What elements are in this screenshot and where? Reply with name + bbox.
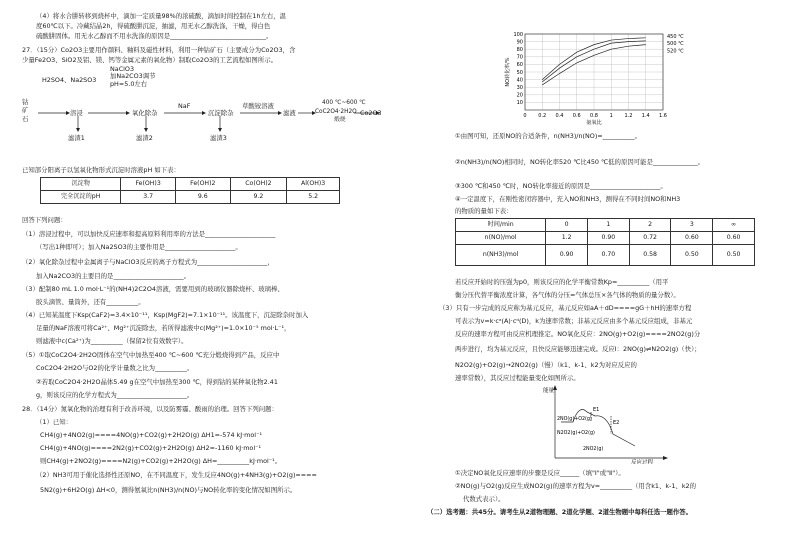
flow-reagent-4: 草酸铵溶液 [242, 102, 274, 110]
right-line: 可表示为v=k·cᵃ(A)·cᵈ(D)，k为速率常数；非基元反应由多个基元反应组成，非基元 [455, 317, 693, 325]
x-tick-label: 1 [609, 113, 613, 119]
right-line: （3）只有一步完成的反应称为基元反应，基元反应如aA＋dD====gG＋hH的速率方程 [439, 304, 692, 312]
flow-step-4: 滤液 [283, 109, 296, 117]
y-tick-label: 30 [516, 85, 523, 91]
right-line: ①由图可知，还原NO的合适条件，n(NH3)/n(NO)=__________。 [455, 132, 642, 140]
y-tick-label: 10 [516, 100, 523, 107]
table-cell: 完全沉淀的pH [41, 191, 121, 204]
flow-start-text: 钴矿石 [22, 98, 29, 123]
table2-cell: 0.50 [671, 245, 713, 266]
energy-state-1: 2NO(g)+O2(g) [557, 417, 592, 422]
series-label: 500 ℃ [667, 40, 684, 47]
process-flow-diagram [22, 65, 387, 160]
right-line: ③300 ℃和450 ℃时，NO转化率接近的原因是______________________。 [455, 182, 667, 190]
flow-product-1: CoC2O4·2H2O [315, 109, 357, 115]
x-tick-label: 1.4 [641, 113, 650, 119]
energy-state-3: 2NO2(g) [583, 447, 604, 452]
flow-step-3: 沉淀除杂 [208, 109, 234, 117]
q27-line: 则滤液中c(Ca²⁺)为__________（保留2位有效数字）。 [36, 337, 188, 345]
q28-line: （1）已知： [36, 418, 73, 426]
q27-line-2: 少量Fe2O3、SiO2及铝、镁、钙等金属元素的氧化物）制取Co2O3的工艺流程如图所示。 [22, 56, 277, 64]
series-label: 450 ℃ [667, 33, 684, 40]
energy-e2: E2 [613, 420, 620, 426]
q28-line: （2）NH3可用于催化选择性还原NO，在不同温度下，发生反应4NO(g)+4NH3(g)+O2(g)==== [36, 471, 317, 479]
table-header: Al(OH)3 [287, 178, 340, 191]
table2-cell: 0.58 [629, 245, 671, 266]
table2-header: 1 [587, 219, 629, 232]
table-cell: 3.7 [121, 191, 176, 204]
table2-header: ∞ [713, 219, 755, 232]
table2-cell: 0.50 [713, 245, 755, 266]
right-line: 衡分压代替平衡浓度计算，各气体的分压=气体总压×各气体的物质的量分数）。 [455, 291, 680, 299]
table2-cell: 0.60 [713, 232, 755, 245]
q27-line: 足量的NaF溶液可将Ca²⁺、Mg²⁺沉淀除去，若所得滤液中c(Mg²⁺)=1.0×10⁻⁵ mol·L⁻¹， [36, 324, 291, 332]
flow-reagent-3: NaF [178, 102, 191, 110]
q27-line: 加入Na2CO3的主要目的是______________________。 [36, 272, 191, 280]
q27-line: （2）氧化除杂过程中金属离子与NaClO3反应的离子方程式为______________________， [22, 258, 274, 266]
y-tick-label: 100 [513, 31, 523, 38]
energy-xlabel: 反应过程 [631, 460, 654, 464]
table2-header: 3 [671, 219, 713, 232]
x-tick-label: 0.6 [572, 113, 581, 119]
right-line: 的物质的量如下表： [455, 207, 513, 215]
x-axis-label: 氨氧比 [586, 120, 602, 125]
q28-line: 28．（14分）氮氧化物的治理有利于改善环境，以及防雾霾、酸雨的治理。回答下列问题： [22, 405, 278, 413]
energy-svg [543, 384, 673, 464]
y-axis-label: NO转化率/% [505, 57, 511, 87]
y-tick-label: 80 [516, 47, 523, 53]
q27-line-1: 27．（15分）Co2O3主要用作颜料、釉料及磁性材料，利用一种钴矿石（主要成分为Co2O3，含 [22, 46, 296, 54]
table-cell: 9.6 [175, 191, 230, 204]
section-heading: （二）选考题：共45分。请考生从2道物理题、2道化学题、2道生物题中每科任选一题作答。 [427, 508, 693, 516]
table-cell: 5.2 [287, 191, 340, 204]
chart-svg [503, 30, 703, 125]
right-line: 速率常数），其反应过程能量变化如图所示。 [455, 374, 580, 382]
right-line: ②n(NH3)/n(NO)相同时，NO转化率520 ℃比450 ℃低的原因可能是______________。 [455, 158, 705, 166]
q26-4-line-1: （4）将水合肼转移到烧杯中，滴加一定质量98%的浓硫酸，滴加时间控制在1h左右，温 [36, 12, 287, 20]
x-tick-label: 1.6 [659, 113, 667, 119]
q28-line: CH4(g)+4NO(g)====2N2(g)+CO2(g)+2H2O(g) ΔH2=-1160 kJ·mol⁻¹ [40, 444, 262, 452]
table2-header: 0 [546, 219, 588, 232]
right-line: 两步进行，均为基元反应，且快反应能够迅速完成。反应Ⅰ：2NO(g)⇌N2O2(g)（快）； [455, 345, 701, 353]
x-tick-label: 0.8 [590, 113, 598, 119]
q27-line: ②若取CoC2O4·2H2O晶体5.49 g在空气中加热至300 ℃，得到钴的某种氧化物2.41 [36, 378, 278, 386]
y-tick-label: 20 [516, 92, 523, 99]
flow-step-2: 氧化除杂 [132, 109, 158, 117]
q27-line: 胶头滴管、量筒外，还有__________。 [36, 298, 145, 306]
y-tick-label: 70 [516, 54, 523, 61]
table-header: 沉淀物 [41, 178, 121, 191]
table-caption: 已知部分阳离子以氢氧化物形式沉淀时溶液pH 如下表： [22, 166, 180, 174]
flow-condition-2: 煅烧 [334, 117, 346, 123]
table-header: Fe(OH)3 [121, 178, 176, 191]
table2-cell: 0.90 [546, 245, 588, 266]
energy-ylabel: 能量 [543, 388, 555, 394]
x-tick-label: 0.2 [538, 113, 547, 119]
flow-reagents-2: NaClO3 加Na2CO3调节 pH=5.0左右 [110, 65, 156, 88]
right-line: ④一定温度下，在刚性密闭容器中，充入NO和NH3，测得在不同时间NO和NH3 [455, 195, 681, 203]
y-tick-label: 90 [516, 39, 523, 46]
x-tick-label: 0.4 [555, 113, 564, 119]
flow-slag-1: 滤渣1 [68, 134, 85, 142]
flow-reagents-1: H2SO4、Na2SO3 [42, 76, 97, 84]
no-conversion-chart [503, 30, 703, 125]
flow-condition: 400 ℃~600 ℃ [322, 100, 366, 106]
table2-cell: 0.72 [629, 232, 671, 245]
energy-diagram [543, 384, 673, 464]
right-line: 若反应开始时的压强为p0，则该反应的化学平衡常数Kp=__________（用平 [455, 278, 669, 286]
q27-line: （3）配制80 mL 1.0 mol·L⁻¹的(NH4)2C2O4溶液，需要用到的玻璃仪器除烧杯、玻璃棒、 [22, 285, 284, 293]
q27-line: CoC2O4·2H2O与O2的化学计量数之比为__________。 [36, 364, 194, 372]
q27-line: （5）①取CoC2O4·2H2O固体在空气中加热至400 ℃~600 ℃充分煅烧得到产品，反应中 [22, 351, 280, 359]
energy-e1: E1 [593, 407, 600, 413]
right-line: ②NO(g)与O2(g)反应生成NO2(g)的速率方程为v=__________（用含k1、k-1、k2的 [455, 482, 696, 490]
table2-header: 时间/min [456, 219, 546, 232]
x-tick-label: 1.2 [624, 113, 633, 119]
q28-line: 则CH4(g)+2NO2(g)====N2(g)+CO2(g)+2H2O(g) ΔH=__________kJ·mol⁻¹。 [40, 457, 282, 465]
q26-4-line-2: 度60℃以下。冷藏结晶2h，得硫酸肼沉淀，抽滤，用无水乙醇洗涤，干燥，得白色 [36, 22, 271, 30]
flow-slag-3: 滤渣3 [210, 134, 227, 142]
flow-product-2: Co2O3 [360, 109, 382, 117]
y-tick-label: 60 [516, 62, 523, 69]
y-tick-label: 40 [516, 77, 523, 84]
table2-cell: 0.90 [587, 232, 629, 245]
series-label: 520 ℃ [667, 48, 684, 55]
table-header: Co(OH)2 [230, 178, 287, 191]
time-amount-table [455, 218, 755, 266]
x-tick-label: 0 [523, 113, 527, 119]
q27-line: （4）已知某温度下Ksp(CaF2)=3.4×10⁻¹¹，Ksp(MgF2)=7.1×10⁻¹¹。该温度下，沉淀除杂时加入 [22, 311, 309, 319]
q26-4-line-3: 硫酸肼固体。用无水乙醇而不用水洗涤的原因是______________________________。 [36, 32, 273, 40]
flow-step-1: 溶浸 [70, 109, 83, 117]
table2-cell: n(NH3)/mol [456, 245, 546, 266]
right-line: ①决定NO氧化反应速率的步骤是反应______（填"Ⅰ"或"Ⅱ"）。 [455, 469, 625, 477]
right-line: N2O2(g)+O2(g)→2NO2(g)（慢）（k1、k-1、k2为对应反应的 [455, 361, 637, 369]
q28-line: CH4(g)+4NO2(g)====4NO(g)+CO2(g)+2H2O(g) ΔH1=-574 kJ·mol⁻¹ [40, 431, 263, 439]
y-tick-label: 50 [516, 69, 523, 76]
q27-line: 回答下列问题： [22, 216, 67, 224]
table2-header: 2 [629, 219, 671, 232]
q27-line: （写出1种即可）；加入Na2SO3的主要作用是______________________。 [36, 243, 242, 251]
table2-cell: 1.2 [546, 232, 588, 245]
table-cell: 9.2 [230, 191, 287, 204]
precipitation-table [40, 177, 340, 204]
table-header: Fe(OH)2 [175, 178, 230, 191]
right-line: 反应的速率方程可由反应机理推定。NO氧化反应：2NO(g)+O2(g)====2NO2(g)分 [455, 330, 701, 338]
q28-line: 5N2(g)+6H2O(g) ΔH<0，测得氨氧比n(NH3)/n(NO)与NO转化率的变化情况如图所示。 [40, 486, 297, 494]
table2-cell: n(NO)/mol [456, 232, 546, 245]
right-line: 代数式表示）。 [463, 495, 505, 503]
table2-cell: 0.60 [671, 232, 713, 245]
table2-cell: 0.70 [587, 245, 629, 266]
q27-line: g，则该反应的化学方程式为______________________。 [36, 391, 194, 399]
energy-state-2: N2O2(g)+O2(g) [557, 431, 595, 436]
q27-line: （1）溶浸过程中，可以加快反应速率和提高原料利用率的方法是______________________ [22, 230, 276, 238]
flow-slag-2: 滤渣2 [136, 134, 153, 142]
